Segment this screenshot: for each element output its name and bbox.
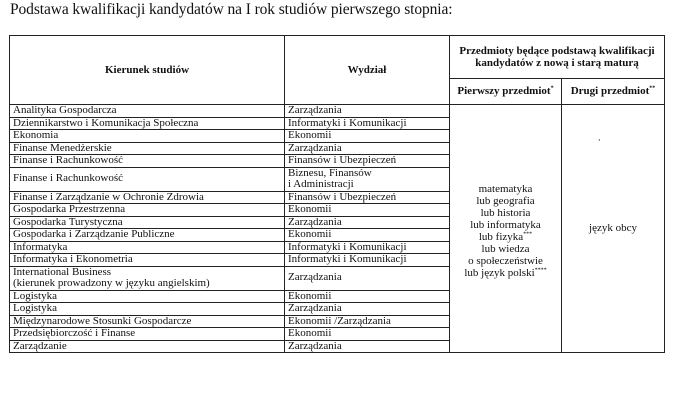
cell-wydzial: Zarządzania: [285, 142, 450, 155]
footnote-mark-polski: ****: [534, 266, 547, 273]
cell-wydzial: Ekonomii: [285, 204, 450, 217]
wydzial-line: Biznesu, Finansów: [288, 166, 372, 179]
cell-wydzial: Zarządzania: [285, 303, 450, 316]
footnote-mark-drugi: **: [649, 85, 656, 92]
cell-wydzial: Ekonomii /Zarządzania: [285, 315, 450, 328]
cell-kierunek: Dziennikarstwo i Komunikacja Społeczna: [10, 117, 285, 130]
header-wydzial: Wydział: [285, 36, 450, 105]
cell-kierunek: Informatyka i Ekonometria: [10, 254, 285, 267]
cell-kierunek: Ekonomia: [10, 130, 285, 143]
cell-wydzial: [285, 167, 450, 191]
table-header-row: [10, 36, 665, 79]
header-drugi: [562, 79, 665, 105]
subject-line: lub historia: [480, 206, 531, 219]
cell-kierunek: Informatyka: [10, 241, 285, 254]
cell-kierunek: Logistyka: [10, 303, 285, 316]
cell-kierunek: Przedsiębiorczość i Finanse: [10, 328, 285, 341]
cell-wydzial: Ekonomii: [285, 229, 450, 242]
cell-wydzial: Zarządzania: [285, 340, 450, 353]
cell-wydzial: Informatyki i Komunikacji: [285, 254, 450, 267]
subject-text: lub język polski: [464, 266, 535, 279]
footnote-mark-pierwszy: *: [550, 85, 554, 92]
cell-wydzial: Zarządzania: [285, 105, 450, 118]
cell-wydzial: Zarządzania: [285, 216, 450, 229]
header-przedmioty-group: Przedmioty będące podstawą kwalifikacji kandydatów z nową i starą maturą: [450, 36, 665, 79]
subject-line: lub informatyka: [470, 218, 541, 231]
footnote-mark-fizyka: ***: [523, 230, 533, 237]
table-row: [10, 105, 665, 118]
cell-kierunek: Gospodarka Przestrzenna: [10, 204, 285, 217]
cell-wydzial: Informatyki i Komunikacji: [285, 241, 450, 254]
cell-wydzial: Ekonomii: [285, 328, 450, 341]
header-drugi-label: Drugi przedmiot: [570, 85, 650, 97]
cell-kierunek: Analityka Gospodarcza: [10, 105, 285, 118]
subject-line: lub wiedza: [481, 242, 530, 255]
header-pierwszy: [450, 79, 562, 105]
cell-wydzial: Finansów i Ubezpieczeń: [285, 155, 450, 168]
header-kierunek: Kierunek studiów: [10, 36, 285, 105]
cell-wydzial: Informatyki i Komunikacji: [285, 117, 450, 130]
cell-wydzial: Finansów i Ubezpieczeń: [285, 191, 450, 204]
cell-wydzial: Ekonomii: [285, 290, 450, 303]
subject-line: [453, 231, 558, 243]
kierunek-line: (kierunek prowadzony w języku angielskim): [13, 277, 210, 289]
cell-kierunek: Zarządzanie: [10, 340, 285, 353]
qualification-table: [9, 35, 665, 353]
cell-kierunek: Gospodarka Turystyczna: [10, 216, 285, 229]
subject-line: matematyka: [478, 182, 533, 195]
subject-line: lub geografia: [476, 194, 535, 207]
cell-kierunek: Finanse i Zarządzanie w Ochronie Zdrowia: [10, 191, 285, 204]
subject-line: o społeczeństwie: [468, 254, 543, 267]
cell-kierunek: Międzynarodowe Stosunki Gospodarcze: [10, 315, 285, 328]
kierunek-line: International Business: [13, 265, 112, 278]
wydzial-line: i Administracji: [288, 178, 354, 190]
subject-line: [453, 267, 558, 279]
header-pierwszy-label: Pierwszy przedmiot: [457, 85, 551, 97]
stray-mark: `: [593, 137, 602, 150]
cell-wydzial: Zarządzania: [285, 266, 450, 290]
cell-wydzial: Ekonomii: [285, 130, 450, 143]
cell-drugi-przedmiot: język obcy: [562, 105, 665, 353]
cell-kierunek: Gospodarka i Zarządzanie Publiczne: [10, 229, 285, 242]
subject-text: lub fizyka: [478, 230, 524, 243]
page-heading: Podstawa kwalifikacji kandydatów na I rok studiów pierwszego stopnia:: [10, 1, 453, 18]
cell-pierwszy-przedmiot: [450, 105, 562, 353]
cell-kierunek: Logistyka: [10, 290, 285, 303]
cell-kierunek: [10, 266, 285, 290]
cell-kierunek: Finanse i Rachunkowość: [10, 155, 285, 168]
cell-kierunek: Finanse Menedżerskie: [10, 142, 285, 155]
cell-kierunek: Finanse i Rachunkowość: [10, 167, 285, 191]
